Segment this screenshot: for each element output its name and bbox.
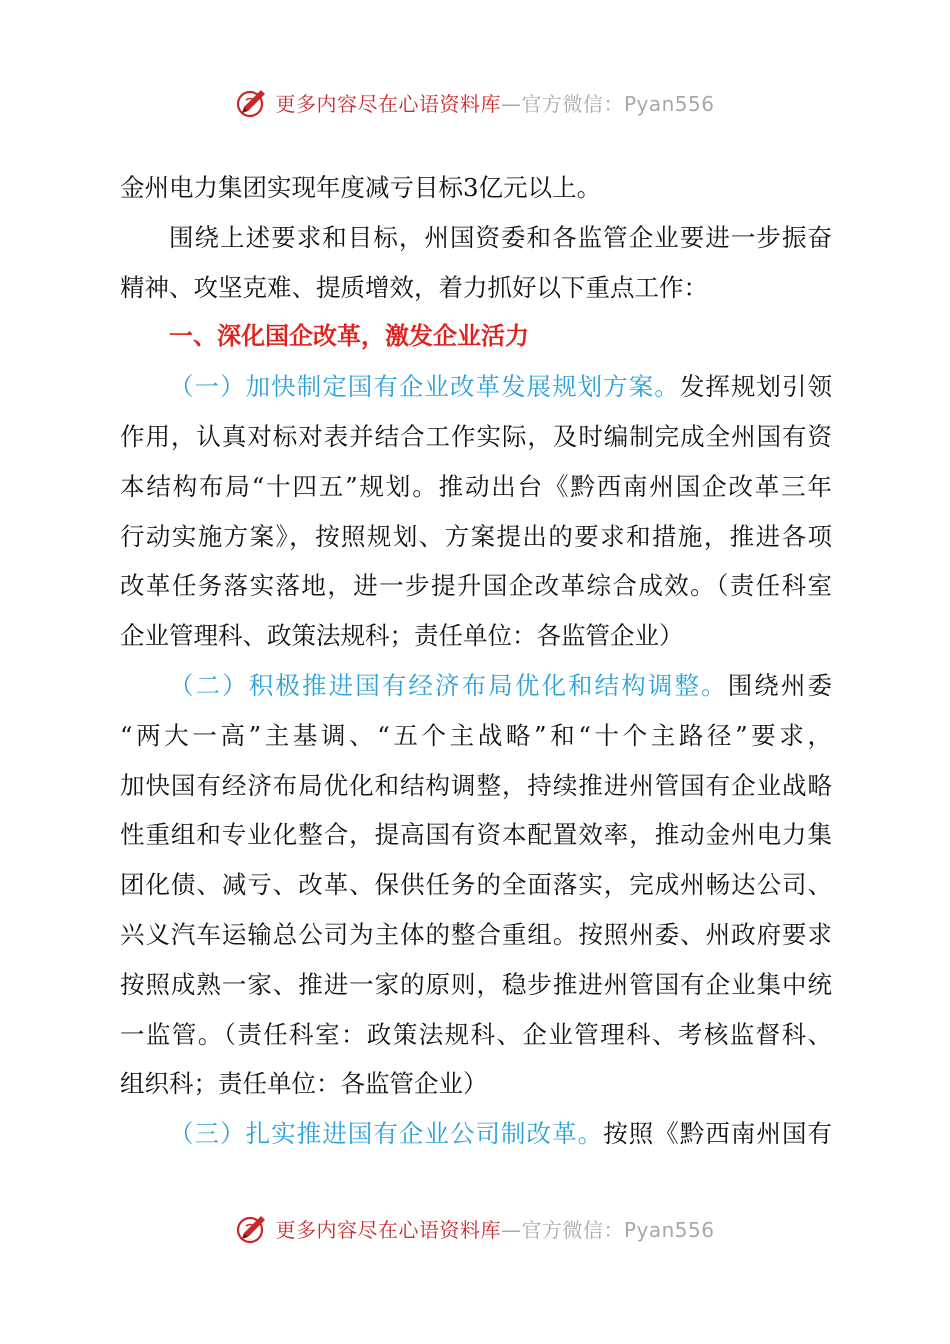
paragraph-line: 一监管。（责任科室：政策法规科、企业管理科、考核监督科、 <box>120 1019 832 1049</box>
paragraph-line: 组织科；责任单位：各监管企业） <box>120 1069 488 1099</box>
paragraph-line: 行动实施方案》，按照规划、方案提出的要求和措施，推进各项 <box>120 521 832 551</box>
document-body <box>120 163 832 1159</box>
paragraph-line: 兴义汽车运输总公司为主体的整合重组。按照州委、州政府要求 <box>120 919 832 949</box>
pen-logo-icon <box>235 85 269 119</box>
subsection-title: （三）扎实推进国有企业公司制改革。 <box>169 1119 604 1149</box>
header-watermark-banner <box>0 82 950 122</box>
watermark-text: 更多内容尽在心语资料库—官方微信：Pyan556 <box>275 1217 715 1242</box>
pen-logo-icon <box>235 1211 269 1245</box>
paragraph-line: 精神、攻坚克难、提质增效，着力抓好以下重点工作： <box>120 272 708 302</box>
watermark-text: 更多内容尽在心语资料库—官方微信：Pyan556 <box>275 91 715 116</box>
paragraph-line: 改革任务落实落地，进一步提升国企改革综合成效。（责任科室 <box>120 571 832 601</box>
paragraph-line: 本结构布局“十四五”规划。推动出台《黔西南州国企改革三年 <box>120 471 832 501</box>
paragraph-line: 围绕上述要求和目标，州国资委和各监管企业要进一步振奋 <box>169 222 832 252</box>
paragraph-text: 围绕州委 <box>727 670 832 700</box>
paragraph-line: 金州电力集团实现年度减亏目标3亿元以上。 <box>120 173 602 202</box>
paragraph-line: “两大一高”主基调、“五个主战略”和“十个主路径”要求， <box>120 720 832 750</box>
subsection-title: （一）加快制定国有企业改革发展规划方案。 <box>169 372 680 402</box>
paragraph-line: 团化债、减亏、改革、保供任务的全面落实，完成州畅达公司、 <box>120 870 832 900</box>
footer-watermark-banner <box>0 1208 950 1248</box>
paragraph-line: 作用，认真对标对表并结合工作实际，及时编制完成全州国有资 <box>120 421 832 451</box>
paragraph-line: 性重组和专业化整合，提高国有资本配置效率，推动金州电力集 <box>120 820 832 850</box>
subsection-line <box>120 661 832 711</box>
section-heading: 一、深化国企改革，激发企业活力 <box>169 322 529 351</box>
paragraph-line: 加快国有经济布局优化和结构调整，持续推进州管国有企业战略 <box>120 770 832 800</box>
subsection-line <box>120 1109 832 1159</box>
subsection-title: （二）积极推进国有经济布局优化和结构调整。 <box>169 670 728 700</box>
paragraph-line: 按照成熟一家、推进一家的原则，稳步推进州管国有企业集中统 <box>120 969 832 999</box>
paragraph-line: 企业管理科、政策法规科；责任单位：各监管企业） <box>120 621 684 651</box>
paragraph-text: 发挥规划引领 <box>679 372 832 402</box>
subsection-line <box>120 362 832 412</box>
paragraph-text: 按照《黔西南州国有 <box>603 1119 832 1149</box>
